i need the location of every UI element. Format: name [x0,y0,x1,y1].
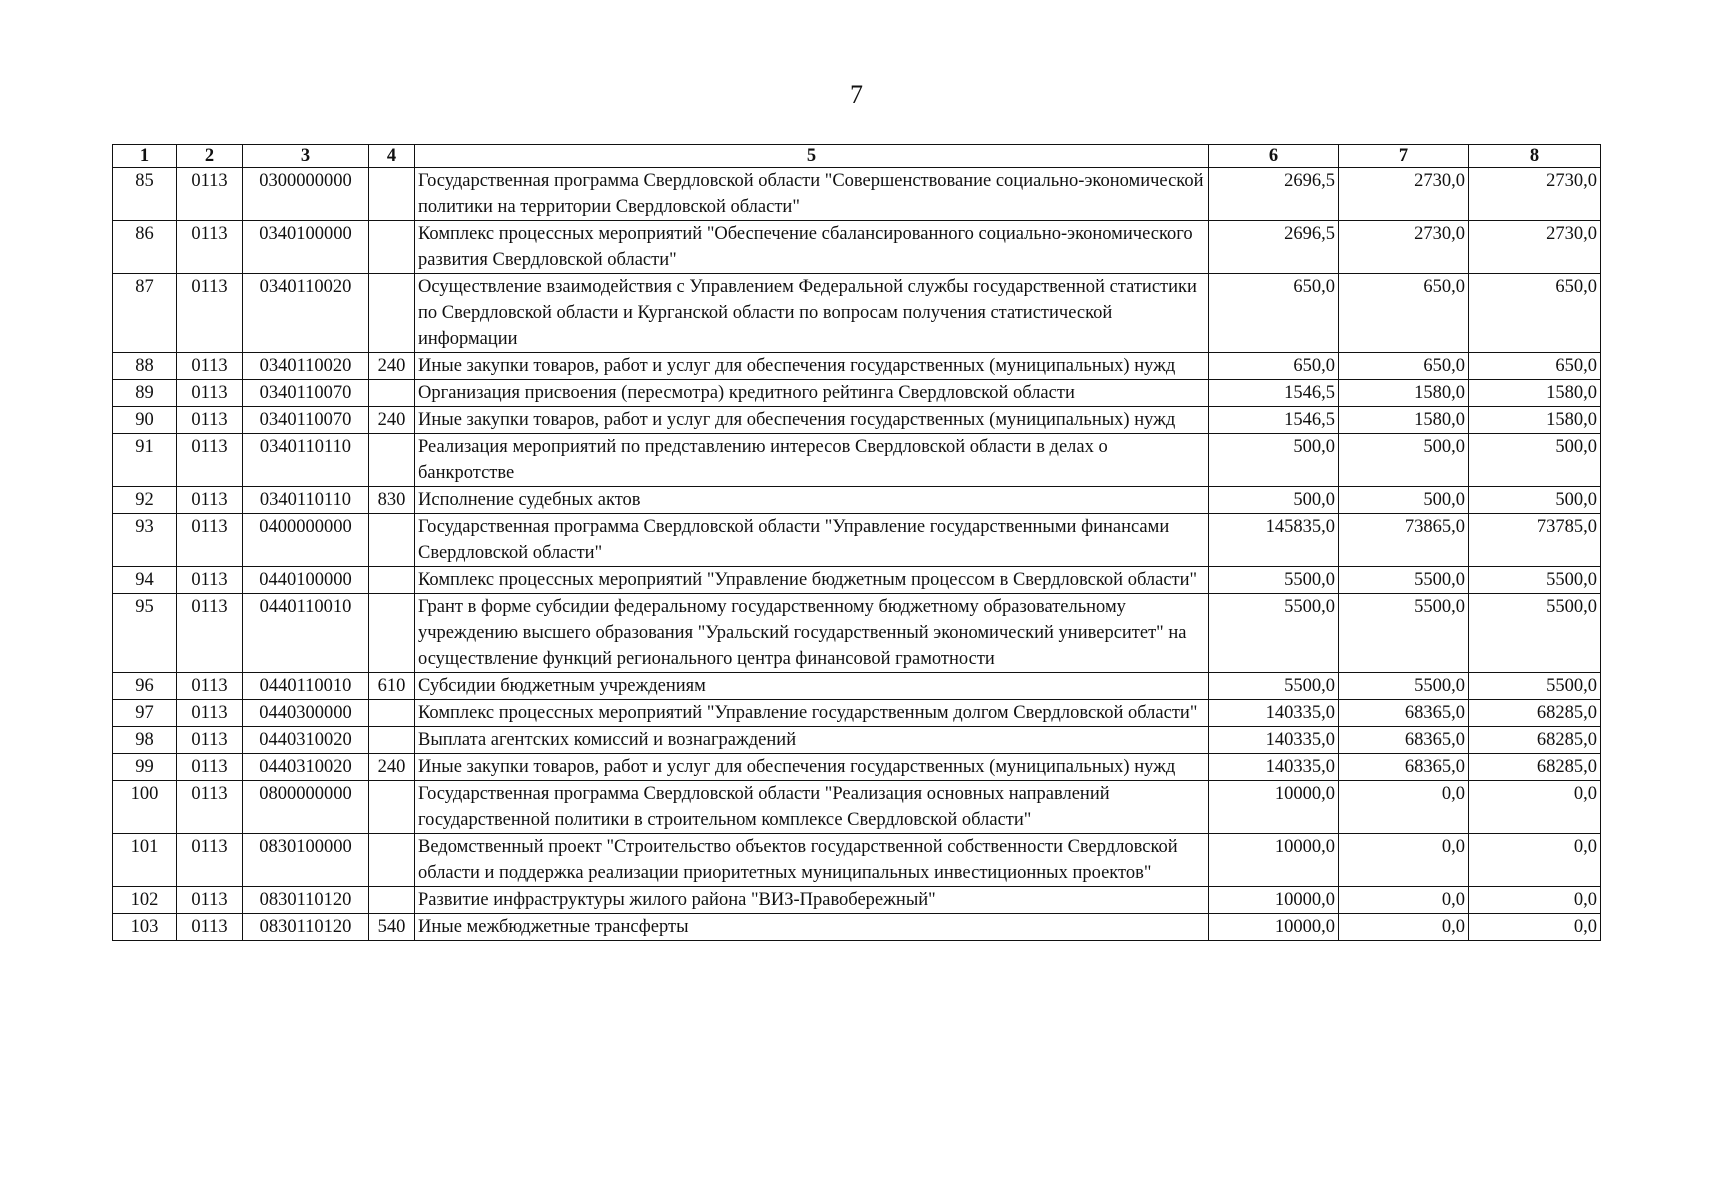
amount-col7-cell: 1580,0 [1339,407,1469,434]
amount-col8-cell: 2730,0 [1469,221,1601,274]
amount-col6-cell: 2696,5 [1209,168,1339,221]
expense-type-cell [369,727,415,754]
expense-type-cell: 240 [369,754,415,781]
item-name-cell: Государственная программа Свердловской области "Управление государственными финансами Свердловской области" [415,514,1209,567]
target-item-cell: 0340110070 [243,380,369,407]
target-item-cell: 0340110110 [243,434,369,487]
table-row [113,434,1601,487]
table-row [113,380,1601,407]
target-item-cell: 0830100000 [243,834,369,887]
table-row [113,514,1601,567]
amount-col8-cell: 2730,0 [1469,168,1601,221]
item-name-cell: Комплекс процессных мероприятий "Управление бюджетным процессом в Свердловской области" [415,567,1209,594]
table-row [113,487,1601,514]
item-name-cell: Организация присвоения (пересмотра) кредитного рейтинга Свердловской области [415,380,1209,407]
section-code-cell: 0113 [177,434,243,487]
row-number-cell: 98 [113,727,177,754]
item-name-cell: Комплекс процессных мероприятий "Обеспечение сбалансированного социально-экономического развития Свердловской области" [415,221,1209,274]
amount-col8-cell: 1580,0 [1469,407,1601,434]
row-number-cell: 90 [113,407,177,434]
expense-type-cell: 540 [369,914,415,941]
table-row [113,168,1601,221]
row-number-cell: 96 [113,673,177,700]
amount-col7-cell: 650,0 [1339,353,1469,380]
row-number-cell: 101 [113,834,177,887]
amount-col7-cell: 73865,0 [1339,514,1469,567]
amount-col8-cell: 68285,0 [1469,727,1601,754]
item-name-cell: Выплата агентских комиссий и вознаграждений [415,727,1209,754]
expense-type-cell [369,887,415,914]
section-code-cell: 0113 [177,781,243,834]
item-name-cell: Реализация мероприятий по представлению интересов Свердловской области в делах о банкротстве [415,434,1209,487]
section-code-cell: 0113 [177,914,243,941]
amount-col6-cell: 650,0 [1209,274,1339,353]
amount-col7-cell: 1580,0 [1339,380,1469,407]
table-row [113,274,1601,353]
amount-col6-cell: 500,0 [1209,487,1339,514]
amount-col8-cell: 500,0 [1469,434,1601,487]
section-code-cell: 0113 [177,168,243,221]
amount-col6-cell: 145835,0 [1209,514,1339,567]
item-name-cell: Комплекс процессных мероприятий "Управление государственным долгом Свердловской области" [415,700,1209,727]
amount-col6-cell: 1546,5 [1209,407,1339,434]
expense-type-cell [369,514,415,567]
amount-col7-cell: 68365,0 [1339,754,1469,781]
table-row [113,353,1601,380]
column-header: 3 [243,145,369,168]
table-row [113,754,1601,781]
section-code-cell: 0113 [177,673,243,700]
table-row [113,407,1601,434]
amount-col7-cell: 5500,0 [1339,594,1469,673]
amount-col6-cell: 5500,0 [1209,567,1339,594]
expense-type-cell [369,567,415,594]
target-item-cell: 0300000000 [243,168,369,221]
item-name-cell: Иные закупки товаров, работ и услуг для обеспечения государственных (муниципальных) нужд [415,754,1209,781]
amount-col8-cell: 68285,0 [1469,754,1601,781]
row-number-cell: 88 [113,353,177,380]
amount-col8-cell: 1580,0 [1469,380,1601,407]
amount-col7-cell: 68365,0 [1339,700,1469,727]
amount-col8-cell: 0,0 [1469,887,1601,914]
column-header: 2 [177,145,243,168]
row-number-cell: 86 [113,221,177,274]
amount-col7-cell: 0,0 [1339,781,1469,834]
amount-col6-cell: 2696,5 [1209,221,1339,274]
table-row [113,673,1601,700]
amount-col6-cell: 10000,0 [1209,781,1339,834]
target-item-cell: 0440310020 [243,727,369,754]
table-row [113,781,1601,834]
column-header: 6 [1209,145,1339,168]
column-header: 7 [1339,145,1469,168]
target-item-cell: 0440110010 [243,673,369,700]
amount-col6-cell: 10000,0 [1209,834,1339,887]
amount-col7-cell: 500,0 [1339,487,1469,514]
table-row [113,727,1601,754]
amount-col7-cell: 5500,0 [1339,567,1469,594]
amount-col6-cell: 10000,0 [1209,914,1339,941]
page-number: 7 [850,80,863,109]
amount-col6-cell: 140335,0 [1209,754,1339,781]
row-number-cell: 93 [113,514,177,567]
section-code-cell: 0113 [177,514,243,567]
column-header: 4 [369,145,415,168]
section-code-cell: 0113 [177,221,243,274]
amount-col7-cell: 5500,0 [1339,673,1469,700]
amount-col6-cell: 5500,0 [1209,673,1339,700]
row-number-cell: 89 [113,380,177,407]
section-code-cell: 0113 [177,834,243,887]
column-header: 5 [415,145,1209,168]
section-code-cell: 0113 [177,487,243,514]
amount-col7-cell: 0,0 [1339,834,1469,887]
column-header: 8 [1469,145,1601,168]
amount-col8-cell: 650,0 [1469,274,1601,353]
item-name-cell: Развитие инфраструктуры жилого района "ВИЗ-Правобережный" [415,887,1209,914]
expense-type-cell [369,221,415,274]
amount-col7-cell: 2730,0 [1339,221,1469,274]
expense-type-cell: 830 [369,487,415,514]
section-code-cell: 0113 [177,700,243,727]
section-code-cell: 0113 [177,727,243,754]
target-item-cell: 0830110120 [243,914,369,941]
amount-col7-cell: 650,0 [1339,274,1469,353]
row-number-cell: 102 [113,887,177,914]
table-row [113,700,1601,727]
expense-type-cell [369,434,415,487]
item-name-cell: Иные закупки товаров, работ и услуг для обеспечения государственных (муниципальных) нужд [415,407,1209,434]
expense-type-cell: 240 [369,353,415,380]
expense-type-cell: 610 [369,673,415,700]
amount-col6-cell: 140335,0 [1209,700,1339,727]
target-item-cell: 0340110070 [243,407,369,434]
row-number-cell: 91 [113,434,177,487]
table-row [113,914,1601,941]
target-item-cell: 0440300000 [243,700,369,727]
expense-type-cell: 240 [369,407,415,434]
expense-type-cell [369,834,415,887]
amount-col7-cell: 0,0 [1339,914,1469,941]
target-item-cell: 0440310020 [243,754,369,781]
amount-col7-cell: 500,0 [1339,434,1469,487]
amount-col6-cell: 650,0 [1209,353,1339,380]
row-number-cell: 94 [113,567,177,594]
section-code-cell: 0113 [177,754,243,781]
row-number-cell: 97 [113,700,177,727]
amount-col8-cell: 73785,0 [1469,514,1601,567]
amount-col8-cell: 0,0 [1469,914,1601,941]
expense-type-cell [369,781,415,834]
target-item-cell: 0340110020 [243,274,369,353]
amount-col6-cell: 10000,0 [1209,887,1339,914]
target-item-cell: 0340110110 [243,487,369,514]
amount-col7-cell: 2730,0 [1339,168,1469,221]
amount-col8-cell: 0,0 [1469,781,1601,834]
amount-col6-cell: 500,0 [1209,434,1339,487]
section-code-cell: 0113 [177,407,243,434]
item-name-cell: Государственная программа Свердловской области "Реализация основных направлений государственной политики в строительном комплексе Свердловской области" [415,781,1209,834]
expense-type-cell [369,594,415,673]
target-item-cell: 0400000000 [243,514,369,567]
item-name-cell: Грант в форме субсидии федеральному государственному бюджетному образовательному учреждению высшего образования "Уральский государственный экономический университет" на осуществление функций регионального центра финансовой грамотности [415,594,1209,673]
target-item-cell: 0830110120 [243,887,369,914]
section-code-cell: 0113 [177,380,243,407]
row-number-cell: 92 [113,487,177,514]
amount-col8-cell: 5500,0 [1469,594,1601,673]
column-header: 1 [113,145,177,168]
target-item-cell: 0440110010 [243,594,369,673]
target-item-cell: 0340100000 [243,221,369,274]
target-item-cell: 0440100000 [243,567,369,594]
header-row [113,145,1601,168]
amount-col8-cell: 500,0 [1469,487,1601,514]
amount-col8-cell: 0,0 [1469,834,1601,887]
row-number-cell: 87 [113,274,177,353]
expense-type-cell [369,700,415,727]
row-number-cell: 99 [113,754,177,781]
item-name-cell: Ведомственный проект "Строительство объектов государственной собственности Свердловской области и поддержка реализации приоритетных муниципальных инвестиционных проектов" [415,834,1209,887]
item-name-cell: Иные межбюджетные трансферты [415,914,1209,941]
amount-col8-cell: 68285,0 [1469,700,1601,727]
amount-col8-cell: 5500,0 [1469,673,1601,700]
expense-type-cell [369,274,415,353]
table-row [113,594,1601,673]
target-item-cell: 0340110020 [243,353,369,380]
amount-col6-cell: 140335,0 [1209,727,1339,754]
amount-col6-cell: 1546,5 [1209,380,1339,407]
table-body [113,168,1601,941]
item-name-cell: Государственная программа Свердловской области "Совершенствование социально-экономической политики на территории Свердловской области" [415,168,1209,221]
expense-type-cell [369,380,415,407]
budget-table [112,144,1601,941]
amount-col8-cell: 5500,0 [1469,567,1601,594]
expense-type-cell [369,168,415,221]
row-number-cell: 103 [113,914,177,941]
row-number-cell: 85 [113,168,177,221]
section-code-cell: 0113 [177,887,243,914]
target-item-cell: 0800000000 [243,781,369,834]
amount-col7-cell: 0,0 [1339,887,1469,914]
table-row [113,567,1601,594]
row-number-cell: 95 [113,594,177,673]
table-row [113,834,1601,887]
item-name-cell: Исполнение судебных актов [415,487,1209,514]
item-name-cell: Иные закупки товаров, работ и услуг для обеспечения государственных (муниципальных) нужд [415,353,1209,380]
table-row [113,887,1601,914]
item-name-cell: Осуществление взаимодействия с Управлением Федеральной службы государственной статистики по Свердловской области и Курганской области по вопросам получения статистической информации [415,274,1209,353]
section-code-cell: 0113 [177,567,243,594]
row-number-cell: 100 [113,781,177,834]
section-code-cell: 0113 [177,594,243,673]
item-name-cell: Субсидии бюджетным учреждениям [415,673,1209,700]
section-code-cell: 0113 [177,353,243,380]
amount-col6-cell: 5500,0 [1209,594,1339,673]
amount-col8-cell: 650,0 [1469,353,1601,380]
amount-col7-cell: 68365,0 [1339,727,1469,754]
table-row [113,221,1601,274]
section-code-cell: 0113 [177,274,243,353]
